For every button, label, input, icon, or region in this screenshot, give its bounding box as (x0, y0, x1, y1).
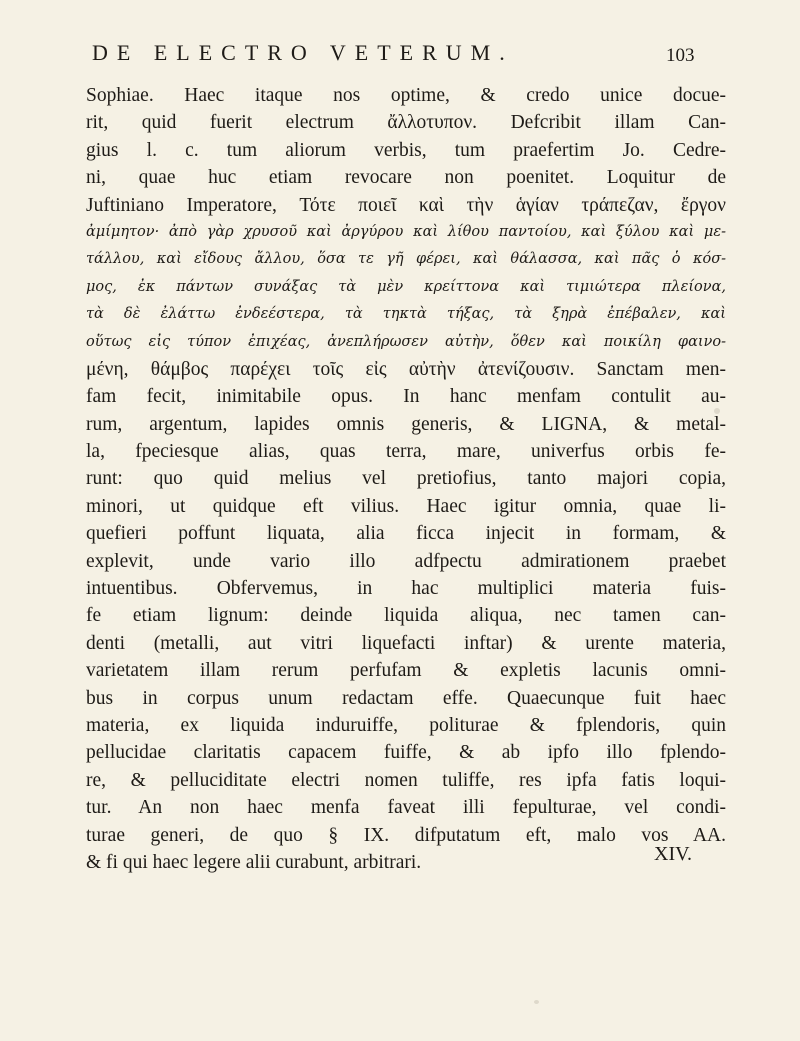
text-line: turae generi, de quo § IX. difputatum eft, malo vos AA. (86, 824, 726, 846)
text-line: varietatem illam rerum perfufam & expletis lacunis omni- (86, 660, 726, 682)
text-line: μος, ἐκ πάντων συνάξας τὰ μὲν κρείττονα καὶ τιμιώτερα πλείονα, (86, 278, 726, 295)
text-line: intuentibus. Obfervemus, in hac multiplici materia fuis- (86, 578, 726, 600)
text-line: τὰ δὲ ἐλάττω ἐνδεέστερα, τὰ τηκτὰ τήξας, τὰ ξηρὰ ἐπέβαλεν, καὶ (86, 306, 726, 323)
text-line-last: & fi qui haec legere alii curabunt, arbitrari. (86, 851, 422, 873)
text-line: denti (metalli, aut vitri liquefacti inftar) & urente materia, (86, 632, 726, 654)
text-line: quefieri poffunt liquata, alia ficca injecit in formam, & (86, 523, 726, 545)
text-line: ἀμίμητον· ἀπὸ γὰρ χρυσοῦ καὶ ἀργύρου καὶ λίθου παντοίου, καὶ ξύλου καὶ με- (86, 223, 726, 240)
text-line: fe etiam lignum: deinde liquida aliqua, nec tamen can- (86, 605, 726, 627)
text-line: οὕτως εἰς τύπον ἐπιχέας, ἀνεπλήρωσεν αὐτὴν, ὅθεν καὶ ποικίλη φαινο- (86, 333, 726, 350)
text-line: Juftiniano Imperatore, Τότε ποιεῖ καὶ τὴν ἁγίαν τράπεζαν, ἔργον (86, 194, 726, 216)
text-line: re, & pelluciditate electri nomen tuliffe, res ipfa fatis loqui- (86, 769, 726, 791)
text-line: rum, argentum, lapides omnis generis, & LIGNA, & metal- (86, 413, 726, 435)
text-line: explevit, unde vario illo adfpectu admirationem praebet (86, 550, 726, 572)
text-line: tur. An non haec menfa faveat illi fepulturae, vel condi- (86, 797, 726, 819)
running-title: DE ELECTRO VETERUM. (92, 40, 514, 65)
text-line: τάλλου, καὶ εἴδους ἄλλου, ὅσα τε γῆ φέρει, καὶ θάλασσα, καὶ πᾶς ὁ κόσ- (86, 251, 726, 268)
paper-spot (714, 408, 720, 414)
text-line: minori, ut quidque eft vilius. Haec igitur omnia, quae li- (86, 495, 726, 517)
text-line: bus in corpus unum redactam effe. Quaecunque fuit haec (86, 687, 726, 709)
text-line: ni, quae huc etiam revocare non poenitet. Loquitur de (86, 167, 726, 189)
catchword: XIV. (654, 843, 692, 865)
text-line: materia, ex liquida induruiffe, politurae & fplendoris, quin (86, 714, 726, 736)
text-line: runt: quo quid melius vel pretiofius, tanto majori copia, (86, 468, 726, 490)
text-line: fam fecit, inimitabile opus. In hanc menfam contulit au- (86, 386, 726, 408)
body-text (86, 82, 726, 876)
text-line: gius l. c. tum aliorum verbis, tum praefertim Jo. Cedre- (86, 139, 726, 161)
text-line: la, fpeciesque alias, quas terra, mare, univerfus orbis fe- (86, 441, 726, 463)
page-number: 103 (666, 45, 695, 66)
text-line: μένη, θάμβος παρέχει τοῖς εἰς αὐτὴν ἀτενίζουσιν. Sanctam men- (86, 358, 726, 380)
paper-spot (534, 1000, 539, 1004)
text-line: pellucidae claritatis capacem fuiffe, & ab ipfo illo fplendo- (86, 742, 726, 764)
text-line: rit, quid fuerit electrum ἄλλοτυπον. Defcribit illam Can- (86, 112, 726, 134)
text-line: Sophiae. Haec itaque nos optime, & credo unice docue- (86, 85, 726, 106)
